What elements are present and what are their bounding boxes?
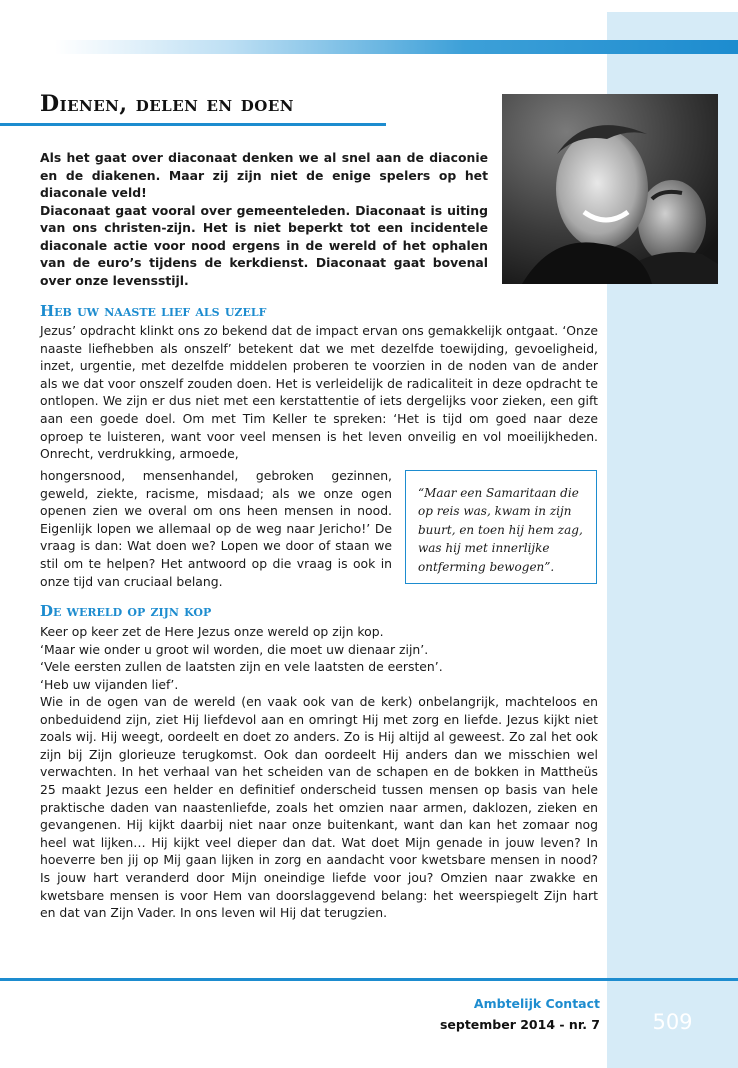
section-heading-wereld: De wereld op zijn kop [40,602,212,620]
intro-line-1: Als het gaat over diaconaat denken we al snel aan de diaconie en de diakenen. Maar zij zijn niet de enige spelers op het diaconale veld! [40,150,488,200]
pull-quote-text: “Maar een Samaritaan die op reis was, kwam in zijn buurt, en toen hij hem zag, was hij met innerlijke ontferming bewogen”. [418,486,583,574]
header-stripe [55,40,738,54]
pull-quote [405,470,597,584]
section2-line-1: Keer op keer zet de Here Jezus onze wereld op zijn kop. [40,624,384,639]
section-heading-naaste: Heb uw naaste lief als uzelf [40,302,267,320]
photo-two-men-smiling [502,94,718,284]
article-title: Dienen, delen en doen [40,91,295,117]
intro-paragraph [40,149,488,289]
section2-line-3: ‘Vele eersten zullen de laatsten zijn en vele laatsten de eersten’. [40,659,443,675]
title-underline [0,123,386,126]
section2-line-4: ‘Heb uw vijanden lief’. [40,676,179,692]
section2-body: Wie in de ogen van de wereld (en vaak ook van de kerk) onbelangrijk, machteloos en onbeduidend zijn, ziet Hij liefdevol aan en omringt Hij met zorg en liefde. Jezus kijkt niet zoals wij. Hij weegt, oordeelt en doet zo anders. Zo is Hij altijd al geweest. Zo zal het ook zijn bij Zijn glorieuze terugkomst. Ook dan oordeelt Hij anders dan we misschien wel verwachten. In het verhaal van het scheiden van de schapen en de bokken in Mattheüs 25 maakt Jezus een helder en definitief onderscheid tussen mensen op basis van hele praktische daden van naastenliefde, zoals het omzien naar armen, daklozen, zieken en gevangenen. Hij kijkt daarbij niet naar onze buitenkant, want dan kan het zomaar nog heel wat lijken… Hij kijkt veel dieper dan dat. Wat doet Mijn genade in jouw leven? In hoeverre ben jij op Mij gaan lijken in zorg en aandacht voor kwetsbare mensen in nood? Is jouw hart veranderd door Mijn oneindige liefde voor jou? Omzien naar zwakke en kwetsbare mensen is voor Hem van doorslaggevend belang: het weerspiegelt Zijn hart en dat van Zijn Vader. In ons leven wil Hij dat terugzien. [40,694,598,921]
intro-line-2: Diaconaat gaat vooral over gemeenteleden. Diaconaat is uiting van ons christen-zijn. Het is niet beperkt tot een incidentele diaconale actie voor nood ergens in de wereld of het ophalen van de euro’s tijdens de kerkdienst. Diaconaat gaat bovenal over onze levensstijl. [40,202,488,288]
article-photo [502,94,718,284]
section1-body-narrow: hongersnood, mensenhandel, gebroken gezinnen, geweld, ziekte, racisme, misdaad; als we onze ogen openen zien we overal om ons heen mensen in nood. Eigenlijk lopen we allemaal op de weg naar Jericho!’ De vraag is dan: Wat doen we? Lopen we door of staan we stil om te helpen? Het antwoord op die vraag is ook in onze tijd van cruciaal belang. [40,468,392,589]
section1-body-full: Jezus’ opdracht klinkt ons zo bekend dat de impact ervan ons gemakkelijk ontgaat. ‘Onze naaste liefhebben als onszelf’ betekent dat we met dezelfde toewijding, gevoeligheid, inzet, urgentie, met dezelfde middelen proberen te voorzien in de noden van de ander als we dat voor onszelf zouden doen. Het is verleidelijk de radicaliteit in deze opdracht te ontlopen. We zijn er dus niet met een kerstattentie of iets dergelijks voor zieken, een gift aan een goede doel. Om met Tim Keller te spreken: ‘Het is tijd om goed naar deze oproep te luisteren, want voor veel mensen is het leven onveilig en vol moeilijkheden. Onrecht, verdrukking, armoede, [40,323,598,462]
footer-rule [0,978,738,981]
section2-quotes [40,623,598,693]
issue-info: september 2014 - nr. 7 [439,1017,600,1032]
page-number: 509 [652,1010,693,1034]
magazine-name: Ambtelijk Contact [473,996,600,1011]
section2-line-2: ‘Maar wie onder u groot wil worden, die moet uw dienaar zijn’. [40,641,429,657]
